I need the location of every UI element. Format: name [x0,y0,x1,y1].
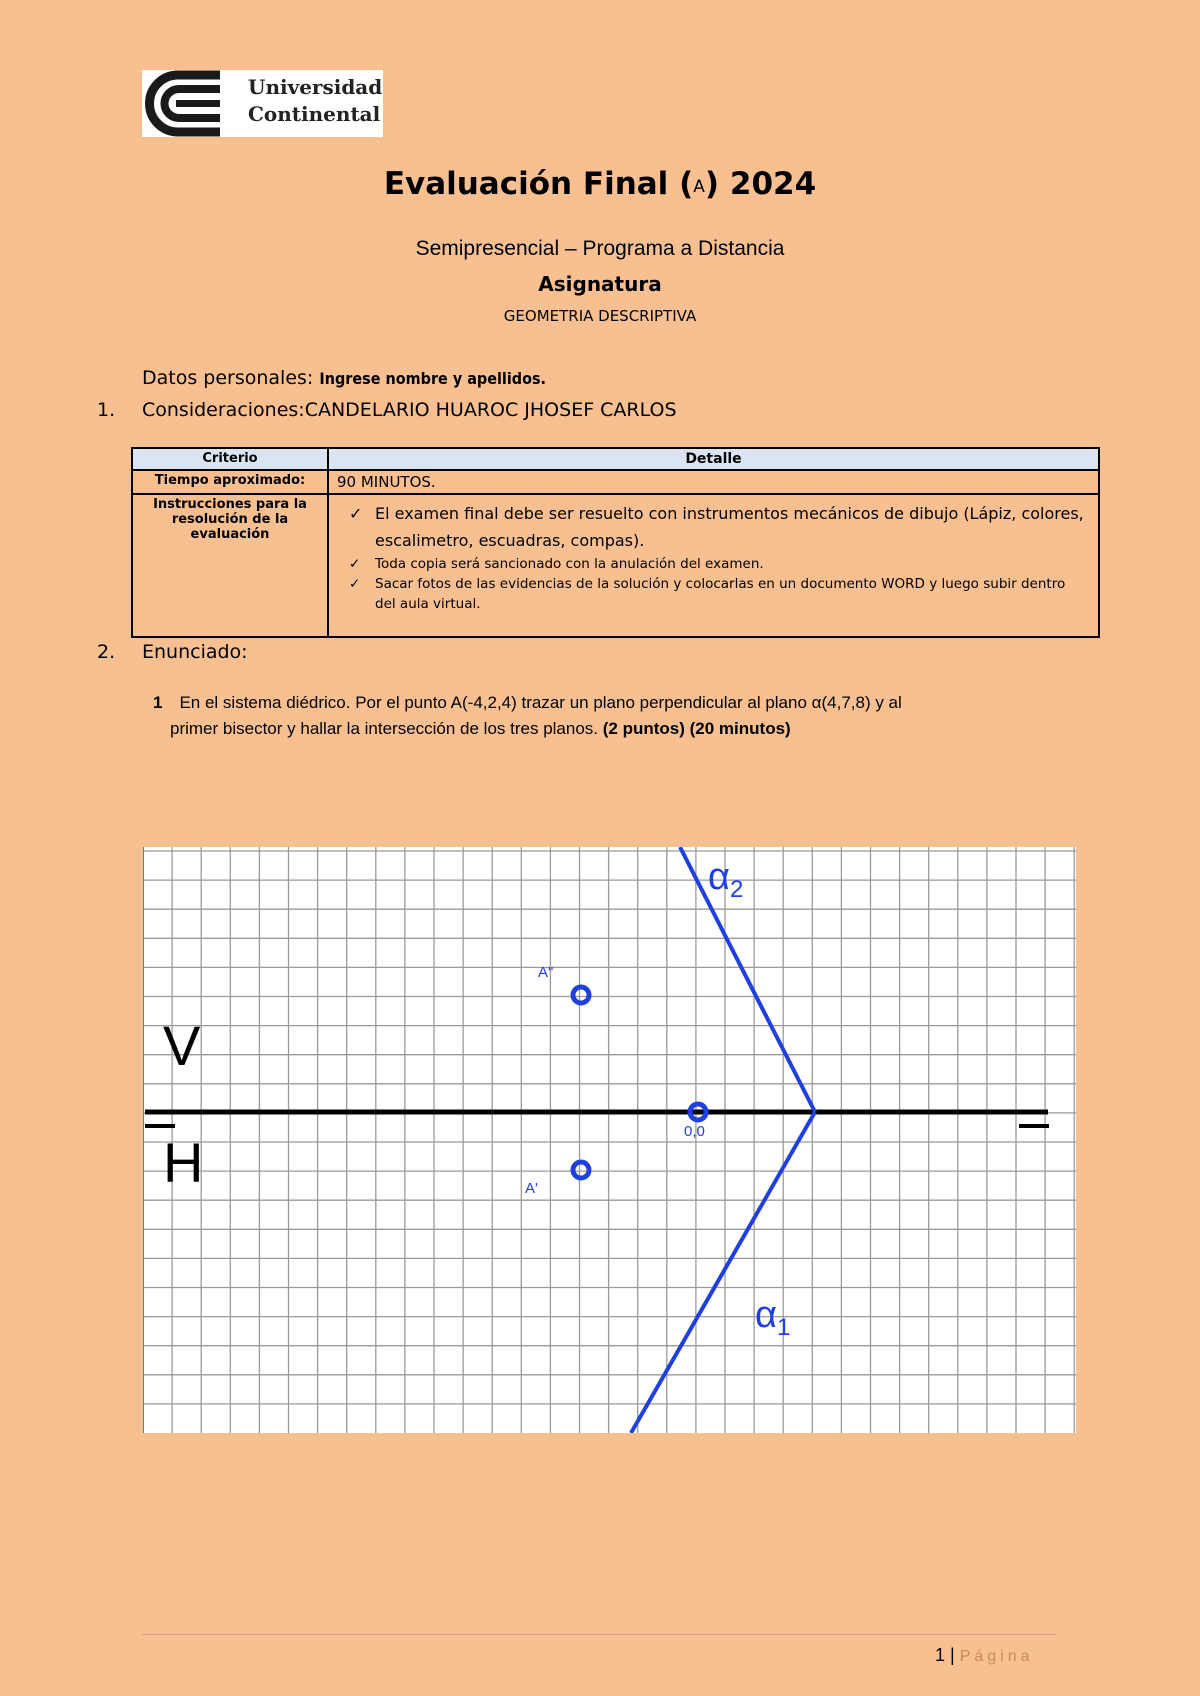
subject-name: GEOMETRIA DESCRIPTIVA [503,307,697,325]
time-value: 90 MINUTOS. [328,470,1099,494]
instructions-label: Instrucciones para la resolución de la evaluación [132,494,328,637]
problem-statement: 1 En el sistema diédrico. Por el punto A(-4,2,4) trazar un plano perpendicular al plano α(4,7,8) y al primer bisector y hallar la intersección de los tres planos. (2 puntos) (20 minutos) [153,693,902,738]
subject-label: Asignatura [538,272,662,296]
subtitle: Semipresencial – Programa a Distancia [415,237,785,260]
table-row [132,470,1099,494]
criteria-table [131,447,1100,638]
page-footer: 1 | Página [935,1645,1034,1665]
label-v: V [163,1014,201,1077]
student-name: CANDELARIO HUAROC JHOSEF CARLOS [304,399,677,421]
page-word: Página [959,1648,1034,1665]
label-alpha2: $\alpha_2$ [708,856,744,903]
label-h: H [163,1131,204,1194]
table-row [132,494,1099,637]
checkmark-icon: ✓ [349,504,363,523]
page-number: 1 [935,1645,946,1665]
time-label: Tiempo aproximado: [132,470,328,494]
label-alpha1: $\alpha_1$ [755,1294,791,1341]
instructions-list [337,500,1090,614]
list-item: ✓ El examen final debe ser resuelto con instrumentos mecánicos de dibujo (Lápiz, colores, escalimetro, escuadras, compas). [349,500,1090,554]
personal-data-line: Datos personales: Ingrese nombre y apellidos. [142,367,547,389]
instructions-cell [328,494,1099,637]
table-header-detalle: Detalle [328,448,1099,470]
footer-rule [142,1634,1057,1635]
label-origin: 0,0 [684,1123,705,1140]
list-item: ✓ Toda copia será sancionado con la anulación del examen. [349,556,764,572]
logo-mark-icon [142,70,248,137]
checkmark-icon: ✓ [349,576,361,592]
list-item: ✓ Sacar fotos de las evidencias de la solución y colocarlas en un documento WORD y luego subir dentro del aula virtual. [349,576,1066,612]
considerations-heading: 1. Consideraciones:CANDELARIO HUAROC JHOSEF CARLOS [97,399,677,421]
label-a-horizontal: A' [525,1180,538,1197]
logo-text: Universidad Continental [248,75,383,126]
university-logo [142,70,383,137]
table-header-criterio: Criterio [132,448,328,470]
page-title: Evaluación Final (A) 2024 [383,166,817,202]
statement-heading: 2. Enunciado: [97,641,248,663]
dihedral-diagram [143,847,1076,1433]
checkmark-icon: ✓ [349,556,361,572]
label-a-vertical: A" [538,964,554,981]
